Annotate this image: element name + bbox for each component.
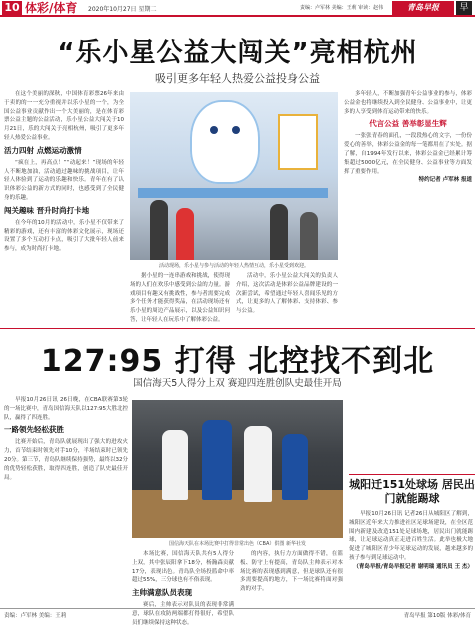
event-banner bbox=[138, 188, 328, 198]
story2-col1 bbox=[4, 396, 128, 606]
story2-lead: 早报10月26日讯 26日晚，在CBA联赛第3轮的一场比赛中，青岛国信海天队以127:95大胜北控队，赢得了四连胜。 bbox=[4, 397, 128, 421]
story1-section1-title: 活力四射 点燃运动激情 bbox=[4, 145, 82, 155]
person bbox=[300, 212, 318, 260]
story2-headline: 127:95 打得 北控找不到北 bbox=[40, 344, 435, 379]
story1-col1 bbox=[4, 90, 124, 322]
story3-credit: （青岛早报/青岛早报记者 谢明瑞 通讯员 王 杰） bbox=[353, 563, 473, 570]
logo-mark: 早 bbox=[456, 1, 472, 15]
story2-photo bbox=[132, 400, 343, 538]
story1-subhead: 吸引更多年轻人热爱公益投身公益 bbox=[155, 72, 320, 85]
story1-mid-text: 据小星的一连串游戏和挑战，使得现场的人们在欢乐中感受到公益的力量。游戏项目有趣又有挑战性，参与者需要完成多个任务才能获得奖品，在活动现场还有乐小星的周边产品展示，以及公益知识问答，让年轻人在玩乐中了解体彩公益。 bbox=[130, 273, 230, 323]
story1-section3-text: 一张张青春的面孔，一段段热心的文字，一份份爱心的善举，体彩公益金的每一笔都用在了实处。据了解，自1994年发行以来，体彩公益金已经累计筹集超过5000亿元，在全民健身、公益事业等方面发挥了重要作用。 bbox=[344, 133, 472, 175]
story3-body bbox=[349, 510, 473, 606]
story2-col3 bbox=[240, 550, 343, 606]
section-divider bbox=[0, 328, 475, 329]
story1-photo bbox=[130, 92, 338, 260]
story1-section2-text: 在今年的10月的活动中，乐小星不仅带来了精彩的游戏，还有丰富的体彩文化展示，现场还设置了多个互动打卡点，吸引了大批年轻人前来参与，成为时尚打卡地。 bbox=[4, 219, 124, 253]
story1-lead: 在这个美丽的深秋，中国体育彩票26年来由于卖的的一一充分重视并以乐小星的一个，为全国公益事业贡献作出一个大美丽的，是在体育彩票公益主题的公益活动，乐小星公益大闯关于10月21日，乐的大闯关于亮相杭州，吸引了更多年轻人热爱公益事业。 bbox=[4, 91, 124, 141]
story2-photo-caption: 国信海天队在本场比赛中打得非常出色（CBA）供图 新华社发 bbox=[169, 541, 306, 547]
player bbox=[202, 420, 232, 500]
person bbox=[270, 204, 288, 260]
newspaper-logo: 青岛早报 bbox=[392, 1, 454, 15]
story3-headline: 城阳迁151处球场 居民出门就能踢球 bbox=[349, 478, 475, 505]
story2-section-text: 比赛开始后，青岛队就展现出了强大的进攻火力，首节结束时领先对手10分，半场结束时已领先20分。第三节，青岛队继续保持强势，最终以32分的优势轻松获胜，取得四连胜，创造了队史最佳开局。 bbox=[4, 439, 128, 481]
event-sign bbox=[278, 114, 318, 170]
footer-left: 责编：卢军林 美编：王莉 bbox=[4, 613, 67, 619]
person bbox=[176, 208, 194, 260]
mascot-eye bbox=[210, 126, 218, 134]
story3-divider bbox=[349, 474, 475, 475]
story1-col2 bbox=[130, 272, 230, 322]
footer-right: 青岛早报 第10版 体彩/体育 bbox=[403, 613, 471, 619]
story2-col2 bbox=[132, 550, 234, 626]
page-number: 10 bbox=[2, 1, 22, 15]
story2-subsection-title: 主帅满意队员表现 bbox=[132, 588, 192, 598]
player bbox=[282, 434, 308, 500]
player bbox=[162, 430, 188, 500]
story2-section-title: 一路领先轻松获胜 bbox=[4, 425, 64, 435]
story2-subsection-text: 赛后，主帅表示对队员的表现非常满意，球队在攻防两端都打得很好，希望队员们继续保持这种状态。 bbox=[132, 602, 234, 626]
story1-credit: 特约记者 卢军林 报道 bbox=[418, 177, 472, 184]
story2-mid-text: 本场比赛，国信海天队共有5人得分上双，其中张辰阳拿下18分，杨瀚森贡献17分，表现出色。青岛队全场投篮命中率超过55%，三分球也有不俗表现。 bbox=[132, 551, 234, 584]
story3-text: 早报10月26日讯 记者26日从城阳区了解到，城阳区近年来大力推进社区足球场建设，在全区范围内新建及改造151处足球场地，居民出门就能踢球，让足球运动真正走进百姓生活。此举也极大地促进了城阳区青少年足球运动的发展，越来越多的孩子参与到足球运动中。 bbox=[349, 511, 473, 561]
story1-headline: “乐小星公益大闯关”亮相杭州 bbox=[57, 38, 418, 68]
story1-col4-text: 多年轻人，不断加强青年公益事业的参与，体彩公益金也将继续投入到全民健身、公益事业中，让更多的人享受到体育运动带来的快乐。 bbox=[344, 91, 472, 115]
editors-line: 责编：卢军林 美编：王莉 审读：赵伟 bbox=[300, 5, 384, 11]
dateline: 2020年10月27日 星期二 bbox=[88, 6, 157, 13]
story1-section2-title: 闯关趣味 晋升时尚打卡地 bbox=[4, 205, 90, 215]
story1-section3-title: 代言公益 善举彰显生辉 bbox=[369, 119, 447, 129]
person bbox=[150, 200, 168, 260]
story1-col3 bbox=[236, 272, 338, 322]
story1-col3-text: 活动中，乐小星公益大闯关的负责人介绍，这次活动是体彩公益品牌建设的一次新尝试，希望通过年轻人喜闻乐见的方式，让更多的人了解体彩、支持体彩、参与公益。 bbox=[236, 273, 338, 315]
story1-photo-caption: 活动现场，乐小星与参与活动的年轻人热情互动，乐小星受到欢迎。 bbox=[158, 263, 309, 269]
mascot-eye bbox=[232, 126, 240, 134]
story2-subhead: 国信海天5人得分上双 赛迎四连胜创队史最佳开局 bbox=[133, 378, 342, 389]
section-name: 体彩/体育 bbox=[25, 1, 78, 15]
page-footer bbox=[0, 608, 475, 620]
story1-col4 bbox=[344, 90, 472, 322]
story2-col3-text: 的内容，执行力方面做得不错，在篮板、防守上有提高，青岛队主帅表示对本场比赛的表现感到满意，但是球队还有很多需要提高的地方，下一场比赛将面对强劲的对手。 bbox=[240, 551, 343, 593]
masthead bbox=[0, 0, 475, 17]
story1-section1-text: “疯在上，再高点！”“动起来！”现场的年轻人不断地加油，活动通过趣味的挑战项目，让年轻人体验到了运动的乐趣和快乐。青年在有了认识体彩公益的新方式的同时，也感受到了全民健身的乐趣。 bbox=[4, 159, 124, 201]
mascot-figure bbox=[190, 100, 260, 184]
player bbox=[244, 426, 272, 502]
